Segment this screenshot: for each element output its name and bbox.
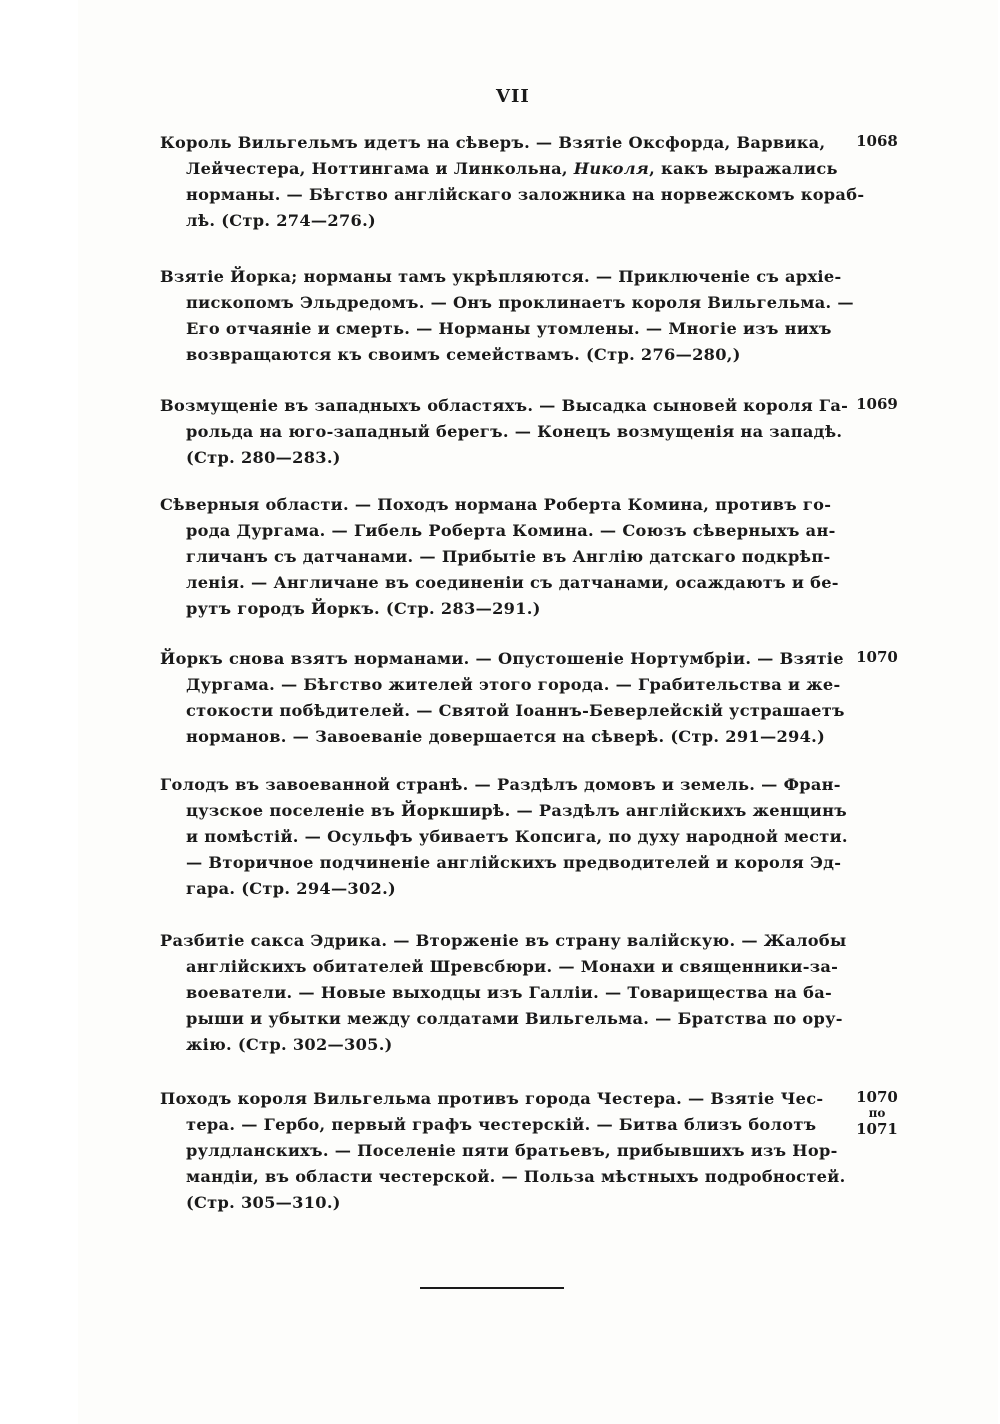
entry-line: норманы. — Бѣгство англійскаго заложника на норвежскомъ кораб- — [186, 185, 865, 204]
toc-entry-7 — [160, 928, 860, 1058]
entry-line: цузское поселеніе въ Йоркширѣ. — Раздѣлъ англійскихъ женщинъ — [186, 801, 847, 820]
entry-line: лѣ. (Стр. 274—276.) — [186, 211, 376, 230]
entry-line: Взятіе Йорка; норманы тамъ укрѣпляются. — Приключеніе съ архіе- — [160, 267, 842, 286]
margin-year-range — [856, 1088, 898, 1138]
margin-year: 1070 — [856, 648, 898, 666]
entry-line: англійскихъ обитателей Шревсбюри. — Монахи и священники-за- — [186, 957, 839, 976]
entry-line: Йоркъ снова взятъ норманами. — Опустошеніе Нортумбріи. — Взятіе — [160, 649, 844, 668]
entry-line: воеватели. — Новые выходцы изъ Галліи. — Товарищества на ба- — [186, 983, 833, 1002]
entry-line: гара. (Стр. 294—302.) — [186, 879, 397, 898]
entry-line: — Вторичное подчиненіе англійскихъ предводителей и короля Эд- — [186, 853, 842, 872]
entry-line: Дургама. — Бѣгство жителей этого города. — Грабительства и же- — [186, 675, 841, 694]
entry-line: (Стр. 280—283.) — [186, 448, 341, 467]
entry-line: рыши и убытки между солдатами Вильгельма. — Братства по ору- — [186, 1009, 843, 1028]
entry-line: рольда на юго-западный берегъ. — Конецъ возмущенія на западѣ. — [186, 422, 843, 441]
entry-line: Походъ короля Вильгельма противъ города Честера. — Взятіе Чес- — [160, 1089, 824, 1108]
toc-entry-4 — [160, 492, 860, 622]
entry-line: возвращаются къ своимъ семействамъ. (Стр. 276—280,) — [186, 345, 741, 364]
entry-line: Лейчестера, Ноттингама и Линкольна, Николя, какъ выражались — [186, 159, 838, 178]
entry-line: жію. (Стр. 302—305.) — [186, 1035, 393, 1054]
entry-line: гличанъ съ датчанами. — Прибытіе въ Англію датскаго подкрѣп- — [186, 547, 831, 566]
entry-line: Сѣверныя области. — Походъ нормана Роберта Комина, противъ го- — [160, 495, 832, 514]
toc-entry-2 — [160, 264, 860, 368]
entry-line: мандіи, въ области честерской. — Польза мѣстныхъ подробностей. — [186, 1167, 846, 1186]
toc-entry-6 — [160, 772, 860, 902]
entry-line: пископомъ Эльдредомъ. — Онъ проклинаетъ короля Вильгельма. — — [186, 293, 854, 312]
entry-line: и помѣстій. — Осульфъ убиваетъ Копсига, по духу народной мести. — [186, 827, 848, 846]
entry-line: стокости побѣдителей. — Святой Іоаннъ-Беверлейскій устрашаетъ — [186, 701, 845, 720]
entry-line: ленія. — Англичане въ соединеніи съ датчанами, осаждаютъ и бе- — [186, 573, 839, 592]
year-start: 1070 — [856, 1088, 898, 1106]
margin-year: 1068 — [856, 132, 898, 150]
entry-line: Голодъ въ завоеванной странѣ. — Раздѣлъ домовъ и земель. — Фран- — [160, 775, 841, 794]
entry-line: тера. — Гербо, первый графъ честерскій. — Битва близъ болотъ — [186, 1115, 817, 1134]
year-connector: по — [868, 1106, 886, 1120]
toc-entry-8 — [160, 1086, 860, 1216]
entry-line: Возмущеніе въ западныхъ областяхъ. — Высадка сыновей короля Га- — [160, 396, 849, 415]
year-end: 1071 — [856, 1120, 898, 1138]
entry-line: рода Дургама. — Гибель Роберта Комина. — Союзъ сѣверныхъ ан- — [186, 521, 836, 540]
page-number: VII — [496, 86, 530, 107]
entry-line: Его отчаяніе и смерть. — Норманы утомлены. — Многіе изъ нихъ — [186, 319, 832, 338]
entry-line: Разбитіе сакса Эдрика. — Вторженіе въ страну валійскую. — Жалобы — [160, 931, 847, 950]
toc-entry-3 — [160, 393, 860, 471]
toc-entry-1 — [160, 130, 865, 234]
entry-line: норманов. — Завоеваніе довершается на сѣверѣ. (Стр. 291—294.) — [186, 727, 826, 746]
entry-line: рутъ городъ Йоркъ. (Стр. 283—291.) — [186, 599, 541, 618]
entry-line: Король Вильгельмъ идетъ на сѣверъ. — Взятіе Оксфорда, Варвика, — [160, 133, 826, 152]
entry-line: рулдланскихъ. — Поселеніе пяти братьевъ, прибывшихъ изъ Нор- — [186, 1141, 838, 1160]
end-rule — [420, 1287, 564, 1289]
toc-entry-5 — [160, 646, 860, 750]
margin-year: 1069 — [856, 395, 898, 413]
italic-word: Николя — [573, 159, 650, 178]
entry-line: (Стр. 305—310.) — [186, 1193, 341, 1212]
